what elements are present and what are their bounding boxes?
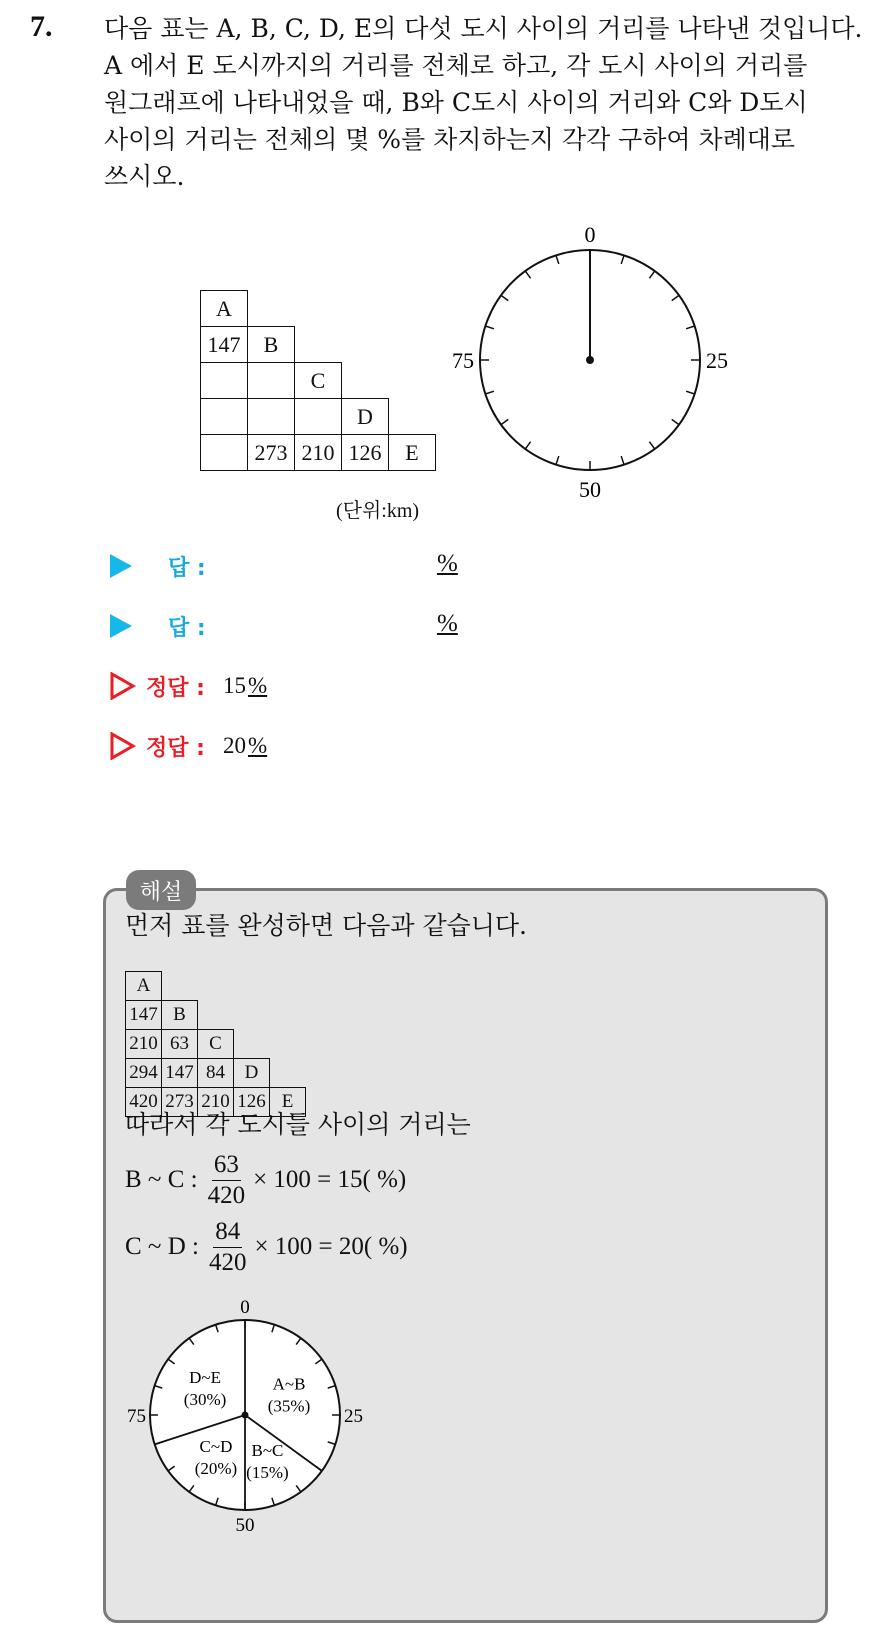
table-cell: D — [342, 399, 389, 435]
correct-answer-row-2 — [110, 726, 267, 766]
table-cell: 147 — [126, 1001, 162, 1030]
pie-scale-label-50: 50 — [235, 1515, 255, 1536]
scale-tick — [501, 295, 508, 300]
table-cell: B — [248, 327, 295, 363]
scale-tick — [672, 419, 679, 424]
empty-circle-graph — [440, 215, 770, 515]
correct-answer-label: 정답 : — [146, 675, 205, 701]
answer-row-1 — [110, 546, 458, 586]
table-cell: 273 — [162, 1088, 198, 1117]
fraction-denominator: 420 — [207, 1181, 246, 1209]
fraction-numerator: 84 — [213, 1219, 242, 1248]
table-cell: C — [198, 1030, 234, 1059]
question-line: 원그래프에 나타내었을 때, B와 C도시 사이의 거리와 C와 D도시 — [104, 88, 808, 117]
scale-label-25: 25 — [706, 348, 728, 373]
table-cell: 63 — [162, 1030, 198, 1059]
distance-table — [200, 290, 436, 471]
question-line: 사이의 거리는 전체의 몇 %를 차지하는지 각각 구하여 차례대로 — [104, 125, 796, 154]
table-cell: A — [126, 972, 162, 1001]
slice-percent: (35%) — [267, 1396, 311, 1416]
fraction-numerator: 63 — [212, 1152, 241, 1181]
fraction — [208, 1152, 246, 1209]
correct-answer-label: 정답 : — [146, 735, 205, 761]
formula-b-c — [125, 1150, 406, 1210]
scale-tick — [485, 326, 494, 329]
slice-percent: (30%) — [183, 1389, 227, 1409]
scale-tick — [501, 419, 508, 424]
scale-tick — [621, 255, 624, 264]
answer-label: 답 : — [168, 615, 206, 641]
fraction-denominator: 420 — [208, 1248, 247, 1276]
scale-label-50: 50 — [579, 477, 601, 502]
pie-chart — [110, 1285, 380, 1550]
outline-arrow-icon — [110, 732, 136, 760]
table-cell: 294 — [126, 1059, 162, 1088]
correct-answer-unit: % — [247, 733, 268, 758]
table-cell: E — [270, 1088, 306, 1117]
table-cell: 147 — [201, 327, 248, 363]
scale-label-0: 0 — [584, 222, 596, 247]
table-cell: 210 — [198, 1088, 234, 1117]
table-cell — [248, 363, 295, 399]
formula-left: C ~ D : — [125, 1233, 199, 1260]
slice-label: B~C — [251, 1441, 284, 1461]
scale-tick — [686, 326, 695, 329]
correct-answer-value — [223, 733, 267, 759]
table-cell: B — [162, 1001, 198, 1030]
scale-label-75: 75 — [452, 348, 474, 373]
play-arrow-icon — [110, 614, 132, 638]
slice-label: A~B — [272, 1374, 306, 1394]
table-cell: 84 — [198, 1059, 234, 1088]
table-cell — [248, 399, 295, 435]
table-cell: D — [234, 1059, 270, 1088]
completed-distance-table — [125, 971, 306, 1117]
pie-scale-label-25: 25 — [344, 1406, 363, 1427]
scale-tick — [525, 271, 530, 278]
slice-label: D~E — [189, 1367, 221, 1387]
question-line: 쓰시오. — [104, 162, 185, 191]
formula-left: B ~ C : — [125, 1166, 198, 1193]
fraction — [209, 1219, 247, 1276]
outline-arrow-icon — [110, 672, 136, 700]
formula-c-d — [125, 1217, 408, 1277]
scale-tick — [621, 456, 624, 465]
table-cell: 126 — [234, 1088, 270, 1117]
explanation-lead: 따라서 각 도시들 사이의 거리는 — [125, 1110, 471, 1139]
explanation-tag: 해설 — [126, 870, 196, 910]
scale-tick — [556, 456, 559, 465]
scale-tick — [556, 255, 559, 264]
table-unit: (단위:km) — [336, 500, 420, 522]
table-cell: 210 — [295, 435, 342, 471]
formula-right: × 100 = 15( %) — [253, 1166, 407, 1193]
table-cell: 273 — [248, 435, 295, 471]
question-line: 다음 표는 A, B, C, D, E의 다섯 도시 사이의 거리를 나타낸 것입니다. — [104, 14, 863, 43]
table-cell: 210 — [126, 1030, 162, 1059]
formula-right: × 100 = 20( %) — [254, 1233, 408, 1260]
pie-center-dot — [242, 1412, 249, 1419]
table-cell: E — [389, 435, 436, 471]
answer-row-2 — [110, 606, 458, 646]
answer-unit: % — [437, 550, 458, 577]
table-cell — [201, 435, 248, 471]
pie-scale-label-75: 75 — [127, 1406, 146, 1427]
scale-tick — [525, 442, 530, 449]
table-cell: 126 — [342, 435, 389, 471]
question-text — [104, 10, 864, 195]
correct-answer-value — [223, 673, 267, 699]
table-cell: 420 — [126, 1088, 162, 1117]
table-cell — [295, 399, 342, 435]
table-cell: A — [201, 291, 248, 327]
scale-tick — [672, 295, 679, 300]
explanation-intro: 먼저 표를 완성하면 다음과 같습니다. — [125, 911, 527, 940]
question-number: 7. — [30, 10, 53, 43]
slice-label: C~D — [199, 1436, 233, 1456]
answer-label: 답 : — [168, 555, 206, 581]
scale-tick — [485, 391, 494, 394]
table-cell: C — [295, 363, 342, 399]
slice-percent: (20%) — [194, 1458, 238, 1478]
center-dot — [586, 356, 594, 364]
play-arrow-icon — [110, 554, 132, 578]
table-cell — [201, 399, 248, 435]
slice-percent: (15%) — [246, 1463, 289, 1483]
table-cell: 147 — [162, 1059, 198, 1088]
pie-scale-label-0: 0 — [240, 1297, 250, 1318]
table-cell — [201, 363, 248, 399]
question-line: A 에서 E 도시까지의 거리를 전체로 하고, 각 도시 사이의 거리를 — [104, 51, 808, 80]
correct-answer-unit: % — [247, 673, 268, 698]
answer-unit: % — [437, 610, 458, 637]
scale-tick — [686, 391, 695, 394]
correct-answer-number: 15 — [222, 673, 246, 698]
correct-answer-number: 20 — [222, 733, 246, 758]
scale-tick — [649, 271, 654, 278]
scale-tick — [649, 442, 654, 449]
correct-answer-row-1 — [110, 666, 267, 706]
